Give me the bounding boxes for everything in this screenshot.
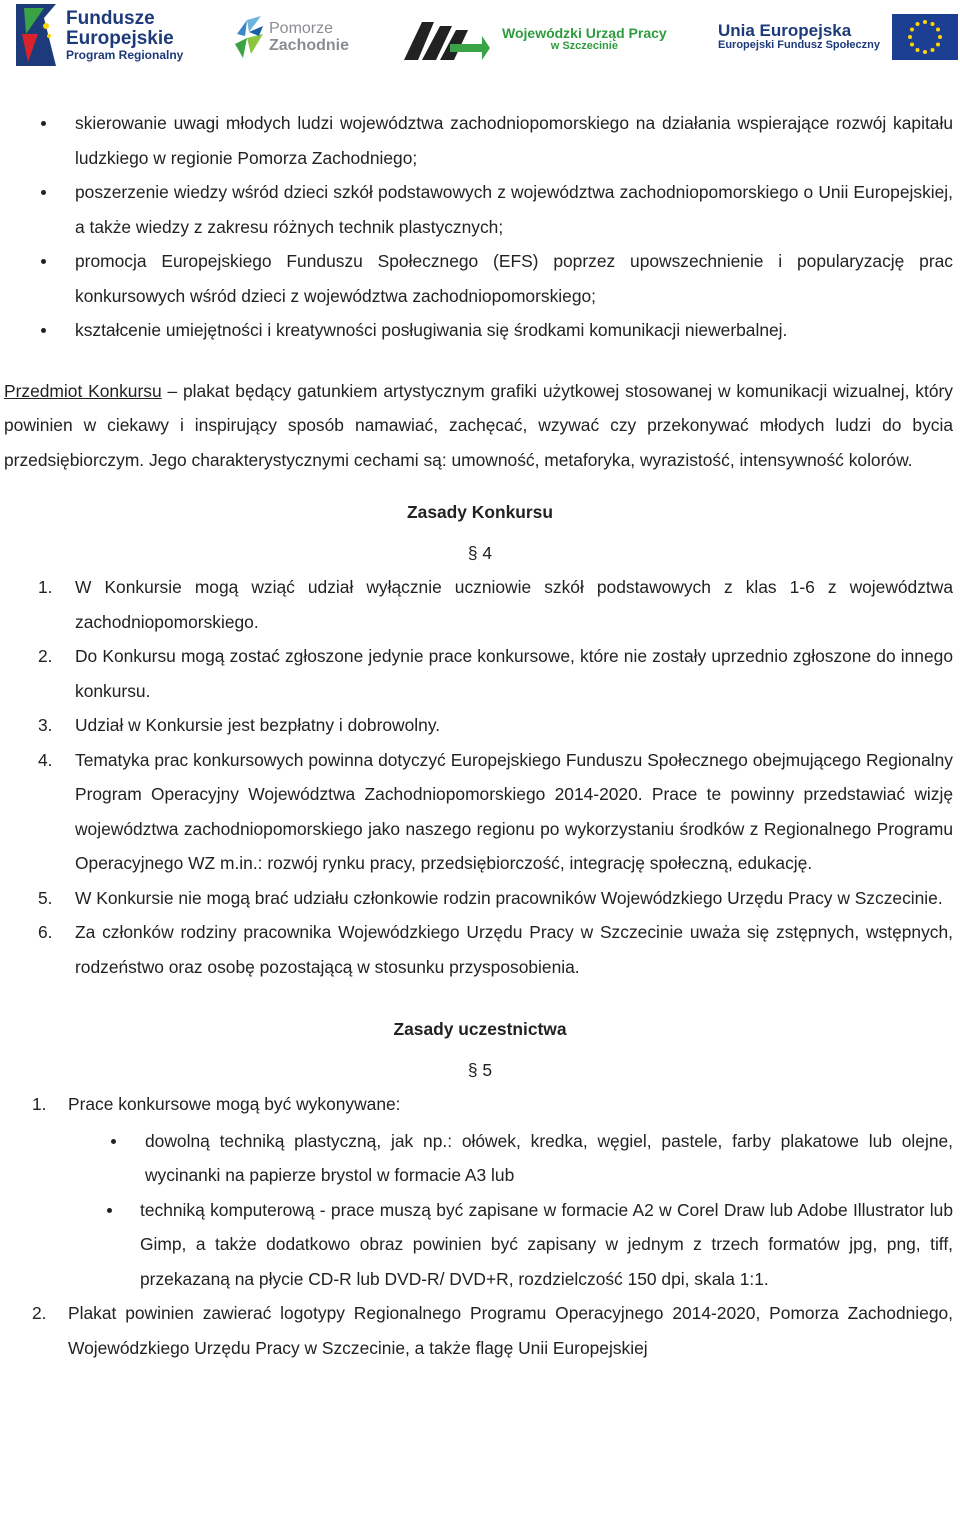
- logo-pz-line2: Zachodnie: [269, 37, 350, 54]
- item-number: 2.: [32, 1303, 47, 1323]
- logo-fe-line3: Program Regionalny: [66, 47, 184, 62]
- logo-wup-line2: w Szczecinie: [550, 39, 618, 52]
- item-text: Plakat powinien zawierać logotypy Regionalnego Programu Operacyjnego 2014-2020, Pomorza Zachodniego, Wojewódzkiego Urzędu Pracy w Szczecinie, a także flagę Unii Europejskiej: [68, 1303, 953, 1358]
- list-item: promocja Europejskiego Funduszu Społecznego (EFS) poprzez upowszechnienie i popularyzację prac konkursowych wśród dzieci z województwa zachodniopomorskiego;: [0, 244, 960, 313]
- item-number: 1.: [38, 577, 53, 597]
- subject-paragraph: [0, 374, 960, 478]
- subject-text: – plakat będący gatunkiem artystycznym grafiki użytkowej stosowanej w komunikacji wizualnej, który powinien w ciekawy i inspirujący sposób namawiać, zachęcać, wzywać czy przekonywać młodych ludzi do bycia przedsiębiorczym. Jego charakterystycznymi cechami są: umowność, metaforyka, wyrazistość, intensywność kolorów.: [4, 380, 953, 470]
- item-number: 1.: [32, 1094, 47, 1114]
- list-item: [0, 743, 960, 881]
- list-item: poszerzenie wiedzy wśród dzieci szkół podstawowych z województwa zachodniopomorskiego o Unii Europejskiej, a także wiedzy z zakresu różnych technik plastycznych;: [0, 175, 960, 244]
- logo-ue-line1: Unia Europejska: [718, 21, 852, 41]
- section5-list-continued: [0, 1296, 960, 1365]
- logo-fe-line2: Europejskie: [66, 27, 174, 49]
- item-text: Za członków rodziny pracownika Wojewódzkiego Urzędu Pracy w Szczecinie uważa się zstępnych, wstępnych, rodzeństwo oraz osobę pozostającą w stosunku przysposobienia.: [75, 922, 953, 977]
- section4-list: [0, 570, 960, 984]
- list-item: [0, 570, 960, 639]
- logo-ue-line2: Europejski Fundusz Społeczny: [718, 39, 880, 52]
- list-item: [0, 881, 960, 916]
- logo-bar: [0, 0, 960, 80]
- section4-mark: § 4: [467, 542, 493, 563]
- item-text: Do Konkursu mogą zostać zgłoszone jedynie prace konkursowe, które nie zostały uprzednio zgłoszone do innego konkursu.: [75, 646, 953, 701]
- item-text: Udział w Konkursie jest bezpłatny i dobrowolny.: [75, 715, 441, 735]
- item-text: W Konkursie nie mogą brać udziału członkowie rodzin pracowników Wojewódzkiego Urzędu Pracy w Szczecinie.: [75, 887, 943, 908]
- list-item: techniką komputerową - prace muszą być zapisane w formacie A2 w Corel Draw lub Adobe Illustrator lub Gimp, a także dodatkowo obraz powinien być zapisany w jednym z trzech formatów jpg, png, tiff, przekazaną na płycie CD-R lub DVD-R/ DVD+R, rozdzielczość 150 dpi, skala 1:1.: [0, 1193, 960, 1297]
- goals-list: [0, 106, 960, 348]
- fundusze-europejskie-icon: [16, 4, 56, 66]
- item-number: 4.: [38, 749, 53, 770]
- item-number: 6.: [38, 922, 53, 942]
- section5-heading: Zasady uczestnictwa: [393, 1019, 567, 1039]
- techniques-list: [0, 1124, 960, 1297]
- logo-pz-line1: Pomorze: [269, 20, 334, 38]
- item-number: 2.: [38, 646, 53, 666]
- item-number: 5.: [38, 887, 53, 908]
- logo-fundusze-europejskie: [16, 4, 183, 66]
- wup-icon: [404, 14, 490, 64]
- section5-mark: § 5: [467, 1059, 493, 1080]
- list-item: [0, 1087, 960, 1122]
- list-item: [0, 1296, 960, 1365]
- logo-pomorze-zachodnie: [233, 14, 349, 62]
- subject-label: Przedmiot Konkursu: [4, 380, 162, 401]
- pomorze-zachodnie-icon: [233, 14, 267, 62]
- item-number: 3.: [38, 715, 53, 735]
- logo-fe-line1: Fundusze: [66, 7, 155, 29]
- document-body: [0, 106, 960, 1365]
- item-text: Tematyka prac konkursowych powinna dotyczyć Europejskiego Funduszu Społecznego obejmującego Regionalny Program Operacyjny Województwa Zachodniopomorskiego 2014-2020. Prace te powinny przedstawiać wizję województwa zachodniopomorskiego jako naszego regionu po wykorzystaniu środków z Regionalnego Programu Operacyjnego WZ m.in.: rozwój rynku pracy, przedsiębiorczość, integrację społeczną, edukację.: [75, 749, 953, 873]
- list-item: [0, 915, 960, 984]
- item-text: W Konkursie mogą wziąć udział wyłącznie uczniowie szkół podstawowych z klas 1-6 z województwa zachodniopomorskiego.: [75, 577, 953, 632]
- list-item: skierowanie uwagi młodych ludzi województwa zachodniopomorskiego na działania wspierające rozwój kapitału ludzkiego w regionie Pomorza Zachodniego;: [0, 106, 960, 175]
- list-item: [0, 639, 960, 708]
- section5-list: [0, 1087, 960, 1122]
- logo-unia-europejska: [718, 14, 958, 60]
- logo-wup: [404, 14, 667, 64]
- list-item: kształcenie umiejętności i kreatywności posługiwania się środkami komunikacji niewerbalnej.: [0, 313, 960, 348]
- item-text: Prace konkursowe mogą być wykonywane:: [68, 1094, 401, 1114]
- list-item: [0, 708, 960, 743]
- list-item: dowolną techniką plastyczną, jak np.: ołówek, kredka, węgiel, pastele, farby plakatowe lub olejne, wycinanki na papierze brystol w formacie A3 lub: [0, 1124, 960, 1193]
- section4-heading: Zasady Konkursu: [407, 502, 553, 522]
- logo-wup-line1: Wojewódzki Urząd Pracy: [502, 24, 667, 41]
- eu-flag-icon: [892, 14, 958, 60]
